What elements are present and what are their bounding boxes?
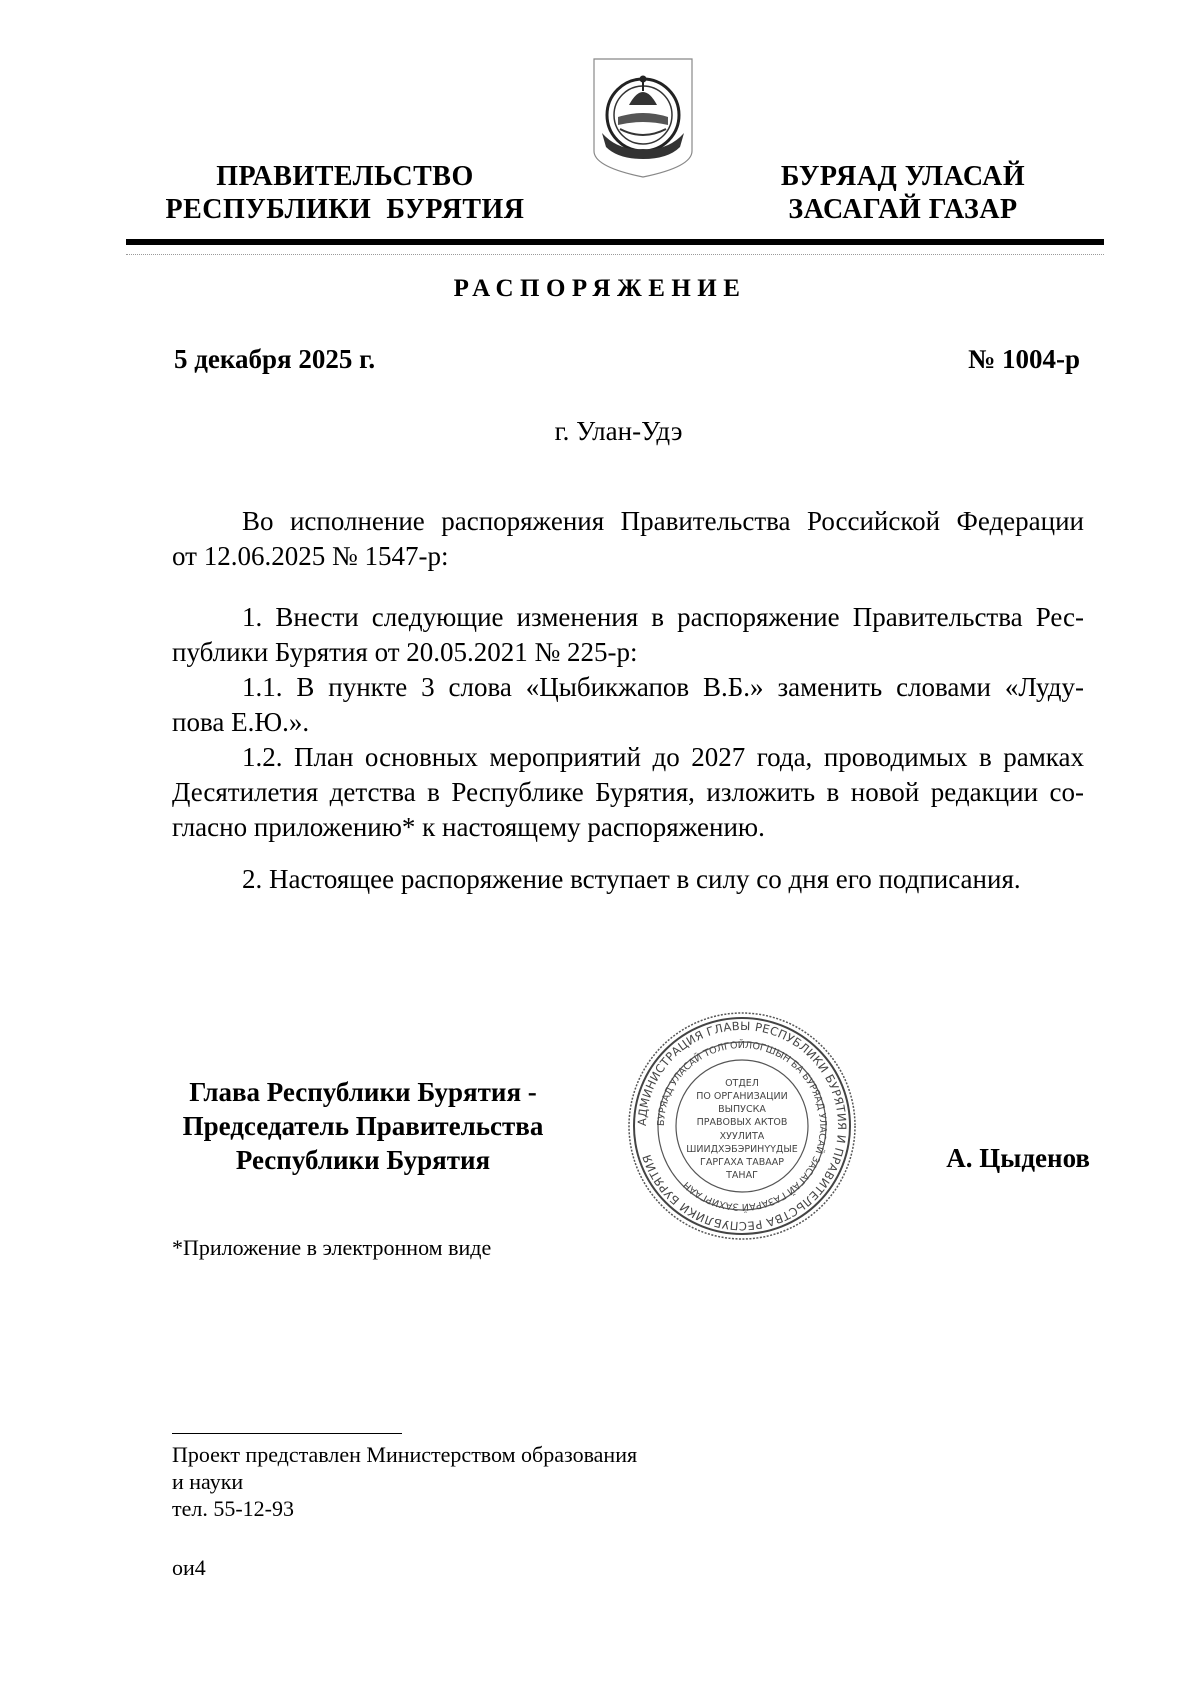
item-2-paragraph xyxy=(172,862,1084,897)
appendix-footnote: *Приложение в электронном виде xyxy=(172,1235,492,1260)
document-city: г. Улан-Удэ xyxy=(554,416,683,446)
document-type: РАСПОРЯЖЕНИЕ xyxy=(453,275,747,302)
item-1-1-line2: пова Е.Ю.». xyxy=(172,707,310,737)
seal-inner-text: БУРЯАД УЛАСАЙ ТОЛГОЙЛОГШЫН БА БУРЯАД УЛАСАЙ ЗАСАГАЙ ГАЗАРАЙ ЗАХИРГААН xyxy=(655,1039,829,1213)
seal-center-line5: ХУУЛИТА xyxy=(719,1131,765,1142)
item-2-line: 2. Настоящее распоряжение вступает в силу со дня его подписания. xyxy=(242,864,1021,894)
header-left-line1: ПРАВИТЕЛЬСТВО xyxy=(216,161,474,192)
intro-line2: от 12.06.2025 № 1547-р: xyxy=(172,541,449,571)
seal-center-line2: ПО ОРГАНИЗАЦИИ xyxy=(696,1091,788,1102)
project-line2: и науки xyxy=(172,1469,244,1494)
government-name-ru xyxy=(150,160,540,226)
item-1-2-line3: гласно приложению* к настоящему распоряжению. xyxy=(172,812,765,842)
coat-of-arms-icon xyxy=(588,55,698,179)
seal-center-line6: ШИИДХЭБЭРИНҮҮДЫЕ xyxy=(686,1144,798,1155)
document-number: № 1004-р xyxy=(968,344,1080,374)
header-left-line2: РЕСПУБЛИКИ БУРЯТИЯ xyxy=(165,194,525,225)
header-divider-thick xyxy=(126,239,1104,245)
signatory-title-line2: Председатель Правительства xyxy=(182,1111,544,1141)
project-line3: тел. 55-12-93 xyxy=(172,1496,295,1521)
item-1-line1: 1. Внести следующие изменения в распоряжение Правительства Рес- xyxy=(242,602,1084,632)
government-name-bua xyxy=(748,160,1058,226)
project-info xyxy=(172,1441,637,1522)
item-1-2-line1: 1.2. План основных мероприятий до 2027 года, проводимых в рамках xyxy=(242,742,1084,772)
seal-center-line4: ПРАВОВЫХ АКТОВ xyxy=(696,1117,788,1128)
signatory-title xyxy=(158,1075,568,1177)
signatory-name: А. Цыденов xyxy=(946,1143,1090,1173)
seal-center-line1: ОТДЕЛ xyxy=(725,1078,759,1089)
item-1-block xyxy=(172,600,1084,845)
intro-paragraph xyxy=(172,504,1084,574)
signatory-title-line3: Республики Бурятия xyxy=(235,1145,491,1175)
item-1-2-line2: Десятилетия детства в Республике Бурятия, изложить в новой редакции со- xyxy=(172,777,1084,807)
header-right-line1: БУРЯАД УЛАСАЙ xyxy=(780,161,1026,192)
signatory-title-line1: Глава Республики Бурятия - xyxy=(189,1077,537,1107)
official-seal xyxy=(626,1010,858,1242)
seal-center-line8: ТАНАГ xyxy=(726,1170,758,1181)
header-right-line2: ЗАСАГАЙ ГАЗАР xyxy=(788,194,1018,225)
document-date: 5 декабря 2025 г. xyxy=(174,344,376,374)
header-divider-thin xyxy=(126,254,1104,255)
project-line1: Проект представлен Министерством образования xyxy=(172,1442,638,1467)
seal-outer-text: АДМИНИСТРАЦИЯ ГЛАВЫ РЕСПУБЛИКИ БУРЯТИЯ И ПРАВИТЕЛЬСТВА РЕСПУБЛИКИ БУРЯТИЯ xyxy=(634,1018,850,1234)
intro-line1: Во исполнение распоряжения Правительства Российской Федерации xyxy=(242,506,1084,536)
seal-center-line3: ВЫПУСКА xyxy=(718,1104,766,1115)
item-1-1-line1: 1.1. В пункте 3 слова «Цыбикжапов В.Б.» заменить словами «Луду- xyxy=(242,672,1084,702)
document-code: ои4 xyxy=(172,1555,206,1580)
seal-center-line7: ГАРГАХА ТАВААР xyxy=(700,1157,784,1168)
item-1-line2: публики Бурятия от 20.05.2021 № 225-р: xyxy=(172,637,638,667)
project-divider xyxy=(172,1433,402,1434)
